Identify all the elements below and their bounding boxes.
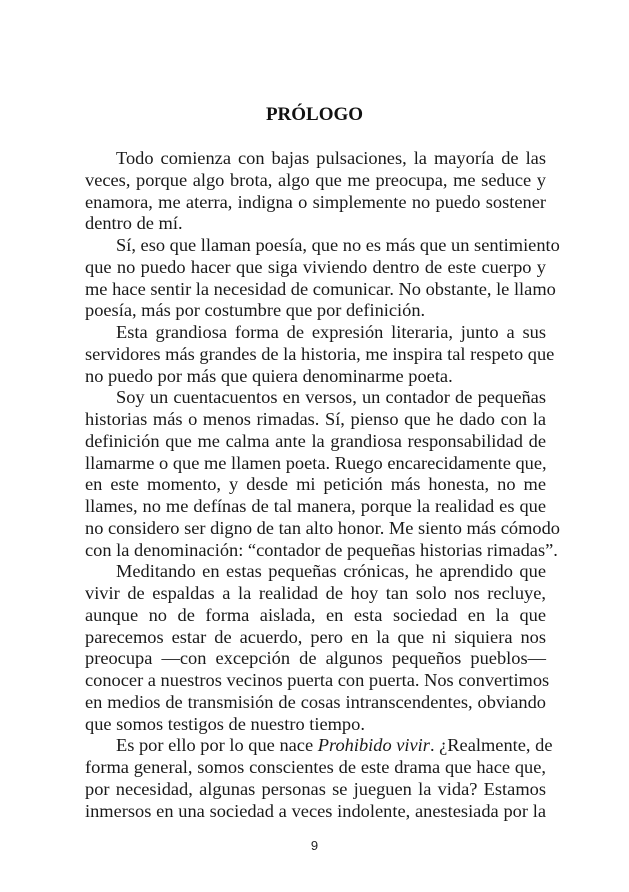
text-line: llames, no me defínas de tal manera, porque la realidad es que: [85, 496, 546, 516]
text-line: servidores más grandes de la historia, me inspira tal respeto que: [85, 343, 555, 364]
paragraph: [85, 735, 553, 822]
text-line: Sí, eso que llaman poesía, que no es más que un sentimiento: [116, 235, 560, 255]
text-line: vivir de espaldas a la realidad de hoy tan solo nos recluye,: [85, 583, 546, 603]
paragraph: [85, 322, 555, 387]
text-line: en medios de transmisión de cosas intranscendentes, obviando: [85, 691, 546, 712]
text-line: preocupa —con excepción de algunos pequeños pueblos—: [85, 648, 546, 669]
text-line: Todo comienza con bajas pulsaciones, la mayoría de las: [116, 148, 546, 168]
text-line: conocer a nuestros vecinos puerta con puerta. Nos convertimos: [85, 670, 550, 690]
text-line: Esta grandiosa forma de expresión literaria, junto a sus: [116, 322, 546, 342]
paragraph: [85, 387, 561, 561]
text-line: aunque no de forma aislada, en esta sociedad en la que: [85, 604, 546, 625]
text-line: definición que me calma ante la grandiosa responsabilidad de: [85, 430, 546, 451]
body-text: [85, 148, 561, 822]
paragraph: [85, 148, 546, 235]
text-line: inmersos en una sociedad a veces indolente, anestesiada por la: [85, 800, 546, 821]
text-line: enamora, me aterra, indigna o simplemente no puedo sostener: [85, 191, 546, 212]
text-line: que somos testigos de nuestro tiempo.: [85, 713, 365, 734]
paragraph: [85, 561, 550, 735]
text-line: poesía, más por costumbre que por definición.: [85, 300, 426, 321]
text-line: dentro de mí.: [85, 213, 183, 234]
chapter-title: PRÓLOGO: [265, 104, 364, 125]
text-line: Meditando en estas pequeñas crónicas, he aprendido que: [116, 561, 546, 582]
text-line: veces, porque algo brota, algo que me preocupa, me seduce y: [85, 169, 546, 190]
text-segment: Es por ello por lo que nace: [116, 735, 318, 756]
text-line: Soy un cuentacuentos en versos, un contador de pequeñas: [116, 387, 546, 408]
text-line: no puedo por más que quiera denominarme poeta.: [85, 365, 453, 386]
text-line: con la denominación: “contador de pequeñas historias rimadas”.: [85, 539, 558, 560]
page-number: 9: [310, 838, 319, 853]
text-line: por necesidad, algunas personas se jueguen la vida? Estamos: [85, 778, 546, 799]
text-line: llamarme o que me llamen poeta. Ruego encarecidamente que,: [85, 452, 547, 473]
text-line: que no puedo hacer que siga viviendo dentro de este cuerpo y: [85, 256, 546, 277]
book-title-italic: Prohibido vivir: [317, 735, 430, 756]
paragraph: [85, 235, 560, 322]
text-line: no considero ser digno de tan alto honor. Me siento más cómodo: [85, 517, 561, 538]
text-line: parecemos estar de acuerdo, pero en la que ni siquiera nos: [85, 626, 546, 647]
text-line: forma general, somos conscientes de este drama que hace que,: [85, 757, 546, 777]
text-line: me hace sentir la necesidad de comunicar. No obstante, le llamo: [85, 278, 556, 299]
text-segment: . ¿Realmente, de: [429, 735, 553, 756]
text-line: en este momento, y desde mi petición más honesta, no me: [85, 474, 546, 495]
text-line: [85, 735, 553, 757]
text-line: historias más o menos rimadas. Sí, pienso que he dado con la: [85, 409, 546, 429]
